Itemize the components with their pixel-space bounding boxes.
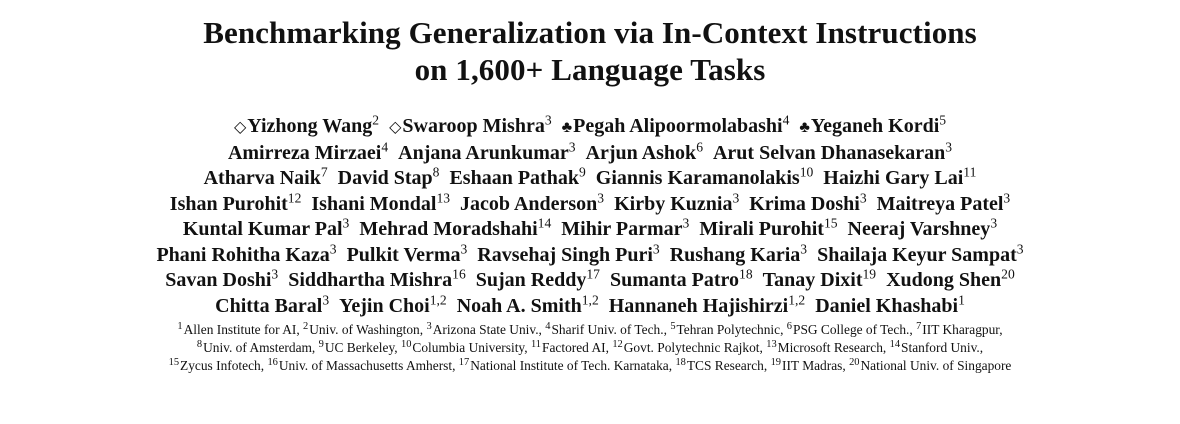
- affiliation-name: Allen Institute for AI,: [183, 322, 300, 337]
- author-name: Mihir Parmar: [561, 218, 683, 240]
- affiliation: [890, 340, 984, 355]
- author-name: Haizhi Gary Lai: [823, 167, 964, 189]
- author-name: Hannaneh Hajishirzi: [608, 294, 789, 317]
- author-affiliation-index: 3: [859, 189, 867, 205]
- affiliation: [531, 340, 609, 355]
- affiliation-name: IIT Madras,: [782, 358, 846, 373]
- club-icon: ♣: [561, 119, 573, 136]
- author: [475, 266, 600, 291]
- author-name: Mirali Purohit: [699, 218, 824, 240]
- author-name: Yejin Choi: [339, 294, 430, 317]
- affiliation: [771, 358, 846, 373]
- author-name: Noah A. Smith: [456, 294, 582, 317]
- affiliation-index: 14: [889, 338, 901, 350]
- author-name: Kuntal Kumar Pal: [182, 218, 343, 240]
- author-name: Rushang Karia: [669, 243, 801, 266]
- author-line: [0, 166, 1180, 192]
- affiliation: [401, 340, 528, 355]
- affiliation-index: 7: [916, 320, 922, 332]
- author-affiliation-index: 3: [271, 266, 279, 282]
- author: [847, 215, 998, 240]
- affiliation-name: PSG College of Tech.,: [793, 322, 913, 337]
- author-affiliation-index: 4: [381, 138, 389, 154]
- author: [823, 164, 977, 189]
- affiliation-index: 15: [168, 356, 180, 368]
- affiliation-name: National Institute of Tech. Karnataka,: [470, 358, 673, 373]
- author: [346, 240, 468, 266]
- author: [762, 266, 877, 291]
- author-affiliation-index: 3: [732, 189, 740, 205]
- affiliation-name: Stanford Univ.,: [901, 340, 984, 355]
- author: [886, 266, 1015, 291]
- author: [608, 291, 806, 317]
- author-name: Jacob Anderson: [460, 192, 598, 215]
- affiliation-name: Zycus Infotech,: [180, 358, 265, 373]
- author-affiliation-index: 13: [436, 189, 451, 205]
- affiliation: [787, 322, 913, 337]
- author-line: [0, 240, 1180, 269]
- affiliation: [303, 322, 423, 337]
- affiliation: [916, 322, 1003, 337]
- author-name: Tanay Dixit: [762, 269, 863, 291]
- paper-header: [0, 14, 1180, 424]
- author-name: Yizhong Wang: [247, 115, 373, 137]
- author: [389, 112, 552, 137]
- author: [609, 266, 753, 291]
- author-line: [0, 138, 1180, 167]
- author-affiliation-index: 3: [1016, 240, 1024, 256]
- author-name: Mehrad Moradshahi: [359, 218, 538, 240]
- author-affiliation-index: 12: [287, 189, 302, 205]
- author-affiliation-index: 17: [586, 266, 600, 282]
- author-line: [0, 268, 1180, 294]
- author-affiliation-index: 3: [460, 240, 468, 256]
- affiliation-index: 10: [400, 338, 412, 350]
- affiliation-name: Factored AI,: [542, 340, 609, 355]
- affiliation-name: Tehran Polytechnic,: [676, 322, 784, 337]
- affiliation-index: 5: [670, 320, 676, 332]
- author-affiliation-index: 11: [963, 164, 977, 180]
- affiliation-index: 9: [318, 338, 324, 350]
- author-affiliation-index: 3: [568, 138, 576, 154]
- author-name: Amirreza Mirzaei: [227, 141, 382, 164]
- affiliation-index: 17: [458, 356, 470, 368]
- affiliation-index: 19: [770, 356, 781, 368]
- author: [460, 189, 605, 215]
- author: [712, 138, 953, 164]
- author-name: Ishani Mondal: [311, 192, 437, 215]
- author: [288, 266, 466, 291]
- author-name: Daniel Khashabi: [815, 294, 959, 317]
- author-name: Neeraj Varshney: [847, 218, 991, 240]
- author-affiliation-index: 8: [432, 164, 440, 180]
- affiliation-index: 11: [530, 338, 542, 350]
- affiliation-index: 8: [196, 338, 203, 350]
- affiliation: [545, 322, 667, 337]
- author-affiliation-index: 1: [958, 291, 965, 307]
- affiliation-list: [0, 321, 1180, 375]
- author-affiliation-index: 1,2: [788, 291, 806, 307]
- author-affiliation-index: 3: [990, 215, 998, 231]
- affiliation-index: 16: [267, 356, 278, 368]
- author: [817, 240, 1024, 266]
- author: [398, 138, 576, 164]
- author: [561, 112, 790, 137]
- author-name: Arjun Ashok: [585, 141, 697, 164]
- author-name: Swaroop Mishra: [402, 115, 545, 137]
- author-affiliation-index: 1,2: [581, 291, 599, 307]
- author-affiliation-index: 3: [329, 240, 337, 256]
- author: [815, 291, 965, 317]
- affiliation: [766, 340, 886, 355]
- affiliation-name: National Univ. of Singapore: [860, 358, 1012, 373]
- author-name: Arut Selvan Dhanasekaran: [712, 141, 946, 164]
- author-name: Atharva Naik: [203, 167, 321, 189]
- author-affiliation-index: 3: [597, 189, 605, 205]
- author: [339, 291, 447, 317]
- author-affiliation-index: 3: [322, 291, 330, 307]
- author-name: Pulkit Verma: [346, 243, 461, 266]
- author: [311, 189, 451, 215]
- author-affiliation-index: 16: [452, 266, 466, 282]
- title-line-2: on 1,600+ Language Tasks: [414, 52, 766, 87]
- author: [749, 189, 867, 215]
- author: [699, 215, 838, 240]
- affiliation-index: 6: [786, 320, 793, 332]
- club-icon: ♣: [799, 119, 810, 136]
- affiliation: [267, 358, 455, 373]
- author-affiliation-index: 3: [342, 215, 350, 231]
- author-affiliation-index: 15: [823, 215, 838, 231]
- affiliation-index: 18: [675, 356, 686, 368]
- author-line: [0, 114, 1180, 141]
- author: [595, 164, 814, 189]
- affiliation-name: Univ. of Massachusetts Amherst,: [278, 358, 456, 373]
- author-line: [0, 291, 1180, 320]
- affiliation-name: Arizona State Univ.,: [432, 322, 542, 337]
- affiliation: [426, 322, 541, 337]
- affiliation-name: Univ. of Amsterdam,: [203, 340, 316, 355]
- affiliation-name: Univ. of Washington,: [309, 322, 424, 337]
- diamond-icon: ◇: [233, 119, 247, 136]
- author: [182, 215, 350, 240]
- author-name: Phani Rohitha Kaza: [156, 243, 330, 266]
- author: [156, 240, 337, 266]
- author-list: [0, 114, 1180, 319]
- affiliation: [197, 340, 315, 355]
- affiliation-name: Microsoft Research,: [777, 340, 887, 355]
- author-affiliation-index: 3: [682, 215, 690, 231]
- author-line: [0, 189, 1180, 218]
- author-affiliation-index: 4: [782, 112, 790, 128]
- author: [456, 291, 599, 317]
- author: [561, 215, 690, 240]
- author-name: Shailaja Keyur Sampat: [817, 243, 1017, 266]
- author-name: Eshaan Pathak: [449, 167, 579, 189]
- author-name: Chitta Baral: [215, 294, 323, 317]
- author-name: Kirby Kuznia: [614, 192, 733, 215]
- author-affiliation-index: 10: [799, 164, 814, 180]
- author-name: Siddhartha Mishra: [288, 269, 453, 291]
- affiliation-name: Columbia University,: [412, 340, 528, 355]
- author: [203, 164, 328, 189]
- author: [233, 112, 380, 137]
- author-affiliation-index: 3: [800, 240, 808, 256]
- author-line: [0, 217, 1180, 243]
- author: [799, 112, 947, 137]
- author-affiliation-index: 5: [939, 112, 947, 128]
- author-name: Maitreya Patel: [876, 192, 1004, 215]
- diamond-icon: ◇: [389, 119, 402, 136]
- author: [477, 240, 660, 266]
- author: [669, 240, 808, 266]
- author-affiliation-index: 3: [945, 138, 953, 154]
- title-line-1: Benchmarking Generalization via In-Context Instructions: [203, 15, 977, 50]
- author-name: Xudong Shen: [886, 269, 1002, 291]
- affiliation-index: 3: [426, 320, 432, 332]
- author-affiliation-index: 6: [696, 138, 703, 154]
- affiliation-name: UC Berkeley,: [324, 340, 398, 355]
- author: [337, 164, 440, 189]
- affiliation: [177, 322, 299, 337]
- author-name: Savan Doshi: [165, 269, 272, 291]
- author: [585, 138, 703, 164]
- affiliation-name: IIT Kharagpur,: [922, 322, 1003, 337]
- author: [165, 266, 279, 291]
- affiliation-name: Govt. Polytechnic Rajkot,: [623, 340, 763, 355]
- author-affiliation-index: 7: [320, 164, 328, 180]
- affiliation-index: 2: [303, 320, 309, 332]
- author-affiliation-index: 3: [544, 112, 552, 128]
- author-name: Ravsehaj Singh Puri: [477, 243, 653, 266]
- author-affiliation-index: 1,2: [429, 291, 447, 307]
- author-affiliation-index: 3: [1003, 189, 1011, 205]
- author-name: Giannis Karamanolakis: [595, 167, 800, 189]
- affiliation: [675, 358, 767, 373]
- affiliation: [319, 340, 398, 355]
- author-affiliation-index: 14: [537, 215, 552, 231]
- paper-title: [0, 14, 1180, 88]
- author-name: Krima Doshi: [749, 192, 860, 215]
- author: [227, 138, 389, 164]
- affiliation-line: [0, 339, 1180, 357]
- author-name: Yeganeh Kordi: [810, 115, 940, 137]
- affiliation: [849, 358, 1011, 373]
- author: [876, 189, 1011, 215]
- affiliation-index: 4: [545, 320, 551, 332]
- author-affiliation-index: 19: [862, 266, 877, 282]
- author: [449, 164, 586, 189]
- affiliation-name: Sharif Univ. of Tech.,: [551, 322, 667, 337]
- author: [359, 215, 552, 240]
- affiliation-line: [0, 321, 1180, 339]
- author-affiliation-index: 18: [739, 266, 753, 282]
- author-name: Sumanta Patro: [609, 269, 740, 291]
- author: [169, 189, 302, 215]
- author-affiliation-index: 9: [578, 164, 586, 180]
- affiliation-name: TCS Research,: [686, 358, 768, 373]
- affiliation-index: 1: [177, 320, 183, 332]
- author: [215, 291, 330, 317]
- author-name: Sujan Reddy: [475, 269, 587, 291]
- author-affiliation-index: 3: [652, 240, 660, 256]
- affiliation-index: 20: [849, 356, 860, 368]
- affiliation: [459, 358, 672, 373]
- author-name: Pegah Alipoormolabashi: [573, 115, 783, 137]
- affiliation-line: [0, 357, 1180, 375]
- author-name: Ishan Purohit: [169, 192, 288, 215]
- author-affiliation-index: 20: [1001, 266, 1015, 282]
- affiliation: [670, 322, 783, 337]
- affiliation: [169, 358, 264, 373]
- author-name: Anjana Arunkumar: [398, 141, 569, 164]
- author-affiliation-index: 2: [372, 112, 380, 128]
- author: [614, 189, 740, 215]
- author-name: David Stap: [337, 167, 433, 189]
- affiliation: [612, 340, 763, 355]
- affiliation-index: 13: [766, 338, 777, 350]
- affiliation-index: 12: [612, 338, 623, 350]
